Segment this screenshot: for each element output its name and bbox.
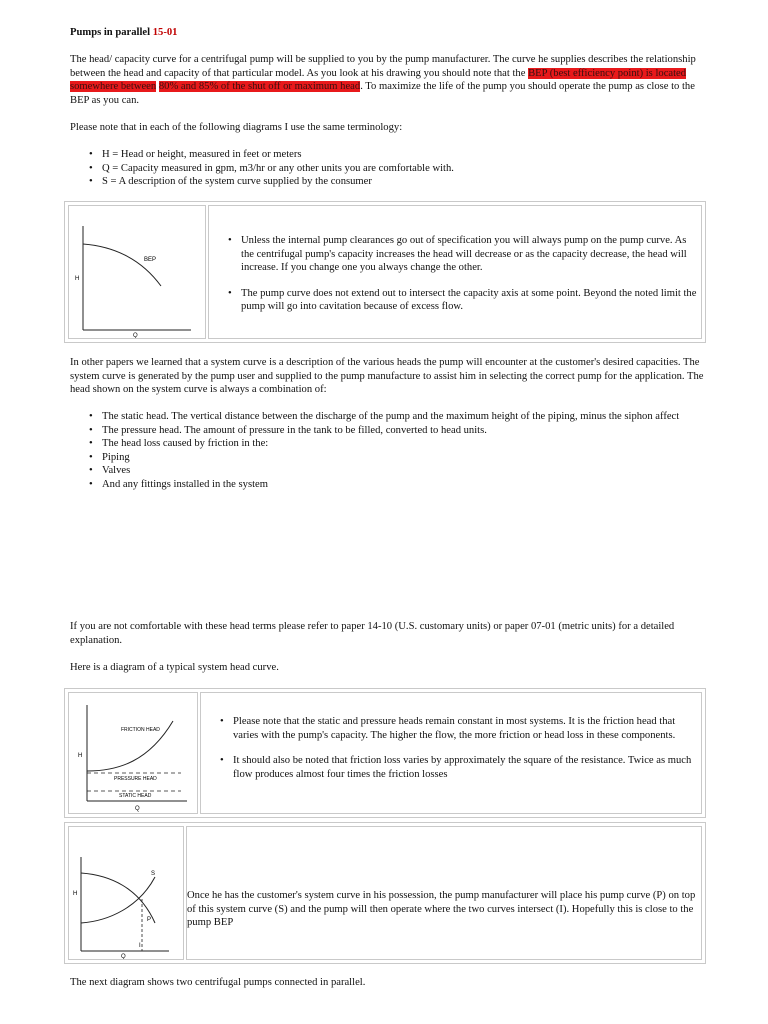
- q-label: Q: [121, 954, 126, 959]
- list-item: • S = A description of the system curve supplied by the consumer: [86, 175, 686, 189]
- pump-curve-diagram: [68, 205, 206, 339]
- pump-curve-line: [83, 244, 161, 286]
- list-item: • The pump curve does not extend out to intersect the capacity axis at some point. Beyond the noted limit the pump will go into cavitation because of excess flow.: [225, 287, 699, 314]
- list-item: • Unless the internal pump clearances go out of specification you will always pump on the pump curve. As the centrifugal pump's capacity increases the head will decrease or as the capacity decrease, the head will increase. If you change one you always change the other.: [225, 234, 699, 275]
- pump-curve-notes: [208, 205, 702, 339]
- paper-code: 15-01: [152, 27, 178, 38]
- intro-text-end: . To maximize the life of the pump you should operate the pump as close to the BEP as you can.: [70, 81, 695, 106]
- h-label: H: [75, 276, 80, 282]
- operating-point-diagram: [68, 826, 184, 960]
- q-label: Q: [133, 333, 138, 338]
- s-label: S: [151, 871, 156, 877]
- figure-system-head-curve: [64, 688, 706, 818]
- list-item: • The pressure head. The amount of pressure in the tank to be filled, converted to head units.: [86, 424, 696, 438]
- system-curve-paragraph: In other papers we learned that a system curve is a description of the various heads the pump will encounter at the customer's desired capacities. The system curve is generated by the pump user and supplied to the pump manufacture to assist him in selecting the correct pump for the application. The head shown on the system curve is always a combination of:: [70, 357, 704, 396]
- list-item: • H = Head or height, measured in feet or meters: [86, 148, 686, 162]
- figure-pump-curve: [64, 201, 706, 343]
- operating-point-svg: [69, 827, 183, 959]
- intro-text: The head/ capacity curve for a centrifugal pump will be supplied to you by the pump manufacturer. The curve he supplies describes the relationship between the head and capacity of that particular model. As you look at his drawing you should note that the: [70, 54, 696, 79]
- terminology-list: [86, 148, 686, 189]
- system-head-svg: [69, 693, 197, 813]
- list-item: • Valves: [86, 464, 696, 478]
- operating-point-text: Once he has the customer's system curve in his possession, the pump manufacturer will place his pump curve (P) on top of this system curve (S) and the pump will then operate where the two curves intersect (I). Hopefully this is close to the pump BEP: [187, 890, 696, 929]
- next-diagram-text: The next diagram shows two centrifugal pumps connected in parallel.: [70, 977, 366, 988]
- list-item: • It should also be noted that friction loss varies by approximately the square of the resistance. Twice as much flow produces almost four times the friction losses: [217, 754, 701, 781]
- head-components-list: [86, 410, 696, 492]
- h-label: H: [73, 891, 78, 897]
- title-text: Pumps in parallel: [70, 27, 151, 38]
- terminology-lead: Please note that in each of the following diagrams I use the same terminology:: [70, 122, 403, 133]
- bep-label: BEP: [144, 257, 157, 263]
- static-head-label: STATIC HEAD: [119, 793, 152, 799]
- page-title: [70, 26, 177, 40]
- bep-highlight: BEP (best efficiency point) is located somewhere between: [70, 67, 687, 93]
- list-item: • The static head. The vertical distance between the discharge of the pump and the maximum height of the piping, minus the siphon affect: [86, 410, 696, 424]
- friction-head-label: FRICTION HEAD: [121, 727, 160, 733]
- system-head-diagram: [68, 692, 198, 814]
- list-item: • Piping: [86, 451, 696, 465]
- head-highlight: 80% and 85% of the shut off or maximum head: [158, 81, 361, 93]
- list-item: • Please note that the static and pressure heads remain constant in most systems. It is the friction head that varies with the pump's capacity. The higher the flow, the more friction or head loss in these components.: [217, 715, 701, 742]
- i-label: I: [139, 943, 141, 949]
- typical-curve-intro: Here is a diagram of a typical system head curve.: [70, 662, 279, 673]
- pump-curve-svg: [69, 206, 205, 338]
- list-item: • Q = Capacity measured in gpm, m3/hr or any other units you are comfortable with.: [86, 162, 686, 176]
- intro-paragraph: [70, 53, 708, 107]
- operating-point-notes: [186, 826, 702, 960]
- p-label: P: [147, 917, 152, 923]
- h-label: H: [78, 753, 83, 759]
- list-item: • The head loss caused by friction in the:: [86, 437, 696, 451]
- pump-curve-p: [81, 873, 155, 923]
- figure-operating-point: [64, 822, 706, 964]
- refer-paragraph: If you are not comfortable with these head terms please refer to paper 14-10 (U.S. customary units) or paper 07-01 (metric units) for a detailed explanation.: [70, 621, 675, 646]
- list-item: • And any fittings installed in the system: [86, 478, 696, 492]
- system-head-notes: [200, 692, 702, 814]
- pressure-head-label: PRESSURE HEAD: [114, 776, 157, 782]
- q-label: Q: [135, 806, 140, 812]
- system-curve-s: [81, 877, 155, 923]
